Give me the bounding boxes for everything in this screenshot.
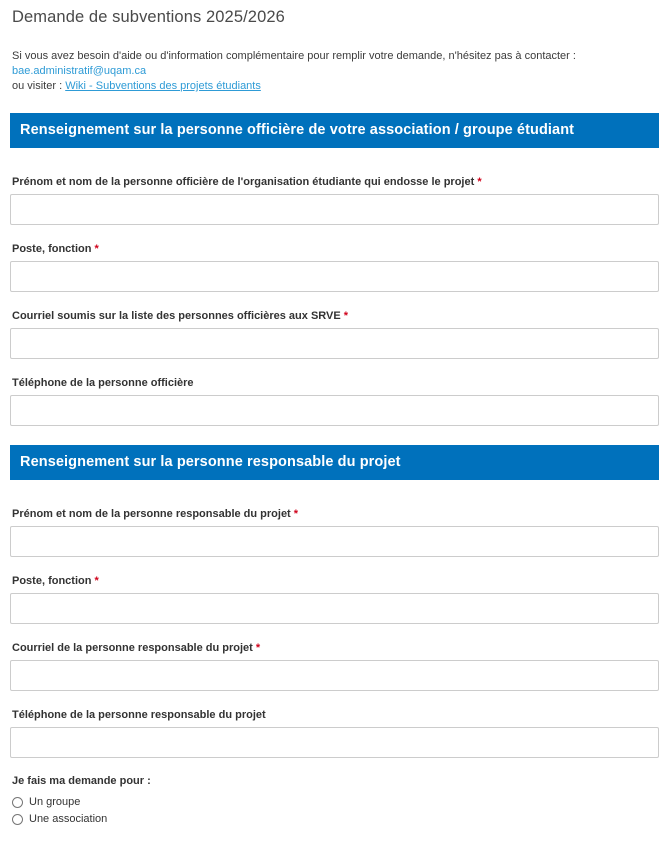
- required-marker: *: [293, 508, 299, 520]
- field-responsable-nom: [10, 507, 659, 557]
- field-label-text: Courriel de la personne responsable du projet: [12, 642, 253, 654]
- required-marker: *: [477, 176, 482, 188]
- radio-input-association[interactable]: [12, 814, 23, 825]
- responsable-courriel-input[interactable]: [10, 660, 659, 691]
- radio-option-groupe[interactable]: [10, 796, 659, 809]
- field-responsable-telephone: [10, 708, 659, 758]
- field-officier-courriel: [10, 309, 659, 359]
- field-label: [12, 175, 659, 189]
- field-label: [12, 574, 659, 588]
- wiki-link[interactable]: Wiki - Subventions des projets étudiants: [65, 80, 261, 92]
- field-responsable-poste: [10, 574, 659, 624]
- field-label-text: Poste, fonction: [12, 243, 92, 255]
- intro-line-1: Si vous avez besoin d'aide ou d'information complémentaire pour remplir votre demande, n'hésitez pas à contacter :: [12, 50, 576, 62]
- responsable-poste-input[interactable]: [10, 593, 659, 624]
- responsable-nom-input[interactable]: [10, 526, 659, 557]
- radio-option-association[interactable]: [10, 813, 659, 826]
- field-label-text: Courriel soumis sur la liste des personnes officières aux SRVE: [12, 310, 341, 322]
- required-marker: *: [255, 642, 261, 654]
- section-header-officier: Renseignement sur la personne officière de votre association / groupe étudiant: [10, 113, 659, 148]
- radio-label-association: Une association: [29, 813, 108, 825]
- field-officier-nom: [10, 175, 659, 225]
- officier-telephone-input[interactable]: [10, 395, 659, 426]
- form-page: [0, 6, 669, 826]
- required-marker: *: [94, 575, 99, 587]
- field-label-text: Téléphone de la personne responsable du projet: [12, 709, 266, 721]
- field-label: [12, 376, 659, 390]
- officier-courriel-input[interactable]: [10, 328, 659, 359]
- field-label: [12, 507, 659, 521]
- field-label-text: Poste, fonction: [12, 575, 92, 587]
- field-responsable-courriel: [10, 641, 659, 691]
- field-label: [12, 708, 659, 722]
- required-marker: *: [94, 243, 99, 255]
- field-label: [12, 242, 659, 256]
- field-label: [12, 309, 659, 323]
- intro-text: [12, 49, 659, 94]
- responsable-telephone-input[interactable]: [10, 727, 659, 758]
- page-title: Demande de subventions 2025/2026: [12, 8, 285, 26]
- officier-poste-input[interactable]: [10, 261, 659, 292]
- intro-line-2: ou visiter :: [12, 80, 63, 92]
- field-officier-poste: [10, 242, 659, 292]
- field-label-text: Prénom et nom de la personne officière de l'organisation étudiante qui endosse le projet: [12, 176, 475, 188]
- section-header-responsable: Renseignement sur la personne responsable du projet: [10, 445, 659, 480]
- field-label-text: Téléphone de la personne officière: [12, 377, 194, 389]
- radio-input-groupe[interactable]: [12, 797, 23, 808]
- field-demande-pour: [10, 775, 659, 826]
- field-label-text: Prénom et nom de la personne responsable du projet: [12, 508, 291, 520]
- officier-nom-input[interactable]: [10, 194, 659, 225]
- field-label: [12, 641, 659, 655]
- radio-label-groupe: Un groupe: [29, 796, 81, 808]
- radio-group-demande-pour: [10, 796, 659, 826]
- radio-question-label: Je fais ma demande pour :: [12, 775, 151, 787]
- field-officier-telephone: [10, 376, 659, 426]
- support-email-link[interactable]: bae.administratif@uqam.ca: [12, 65, 147, 77]
- required-marker: *: [343, 310, 349, 322]
